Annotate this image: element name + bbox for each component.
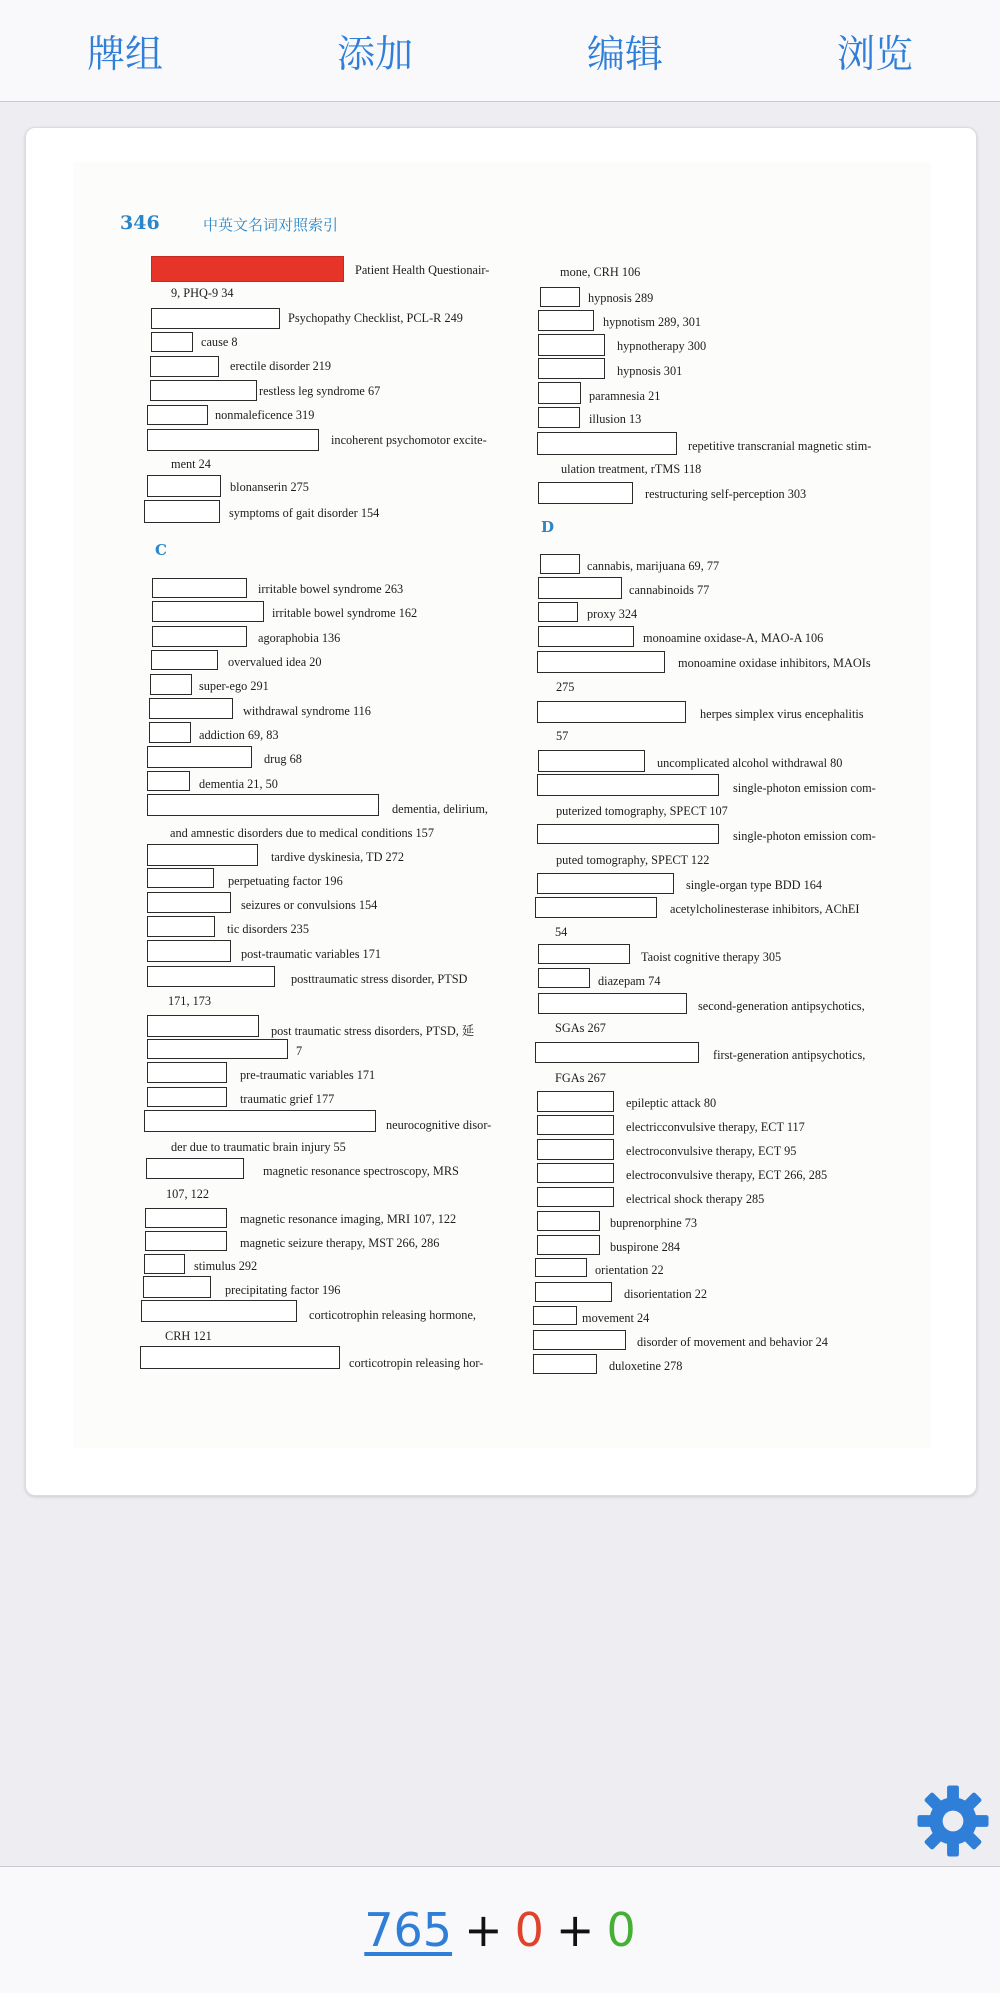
- occlusion-box[interactable]: [538, 944, 630, 964]
- occlusion-box[interactable]: [147, 475, 221, 497]
- index-entry: single-organ type BDD 164: [686, 878, 823, 892]
- index-entry: magnetic resonance imaging, MRI 107, 122: [240, 1212, 457, 1226]
- index-entry: erectile disorder 219: [230, 359, 332, 373]
- index-entry: electrical shock therapy 285: [626, 1192, 765, 1206]
- index-entry: acetylcholinesterase inhibitors, AChEI: [670, 902, 860, 916]
- tab-edit[interactable]: 编辑: [586, 32, 663, 76]
- occlusion-box[interactable]: [147, 794, 379, 816]
- index-entry: Patient Health Questionair-: [355, 263, 490, 277]
- index-entry: stimulus 292: [194, 1259, 258, 1273]
- index-entry: tic disorders 235: [227, 922, 309, 936]
- index-entry: Taoist cognitive therapy 305: [641, 950, 782, 964]
- index-entry: 7: [296, 1044, 303, 1058]
- occlusion-box[interactable]: [535, 1282, 612, 1302]
- index-entry: magnetic seizure therapy, MST 266, 286: [240, 1236, 440, 1250]
- index-entry: neurocognitive disor-: [386, 1118, 492, 1132]
- top-tab-bar: [0, 0, 1000, 102]
- index-entry: buprenorphine 73: [610, 1216, 698, 1230]
- index-entry: magnetic resonance spectroscopy, MRS: [263, 1164, 459, 1178]
- learning-count: 0: [514, 1903, 544, 1957]
- occlusion-box[interactable]: [535, 1042, 699, 1063]
- index-entry: disorder of movement and behavior 24: [637, 1335, 828, 1349]
- index-entry: diazepam 74: [598, 974, 661, 988]
- index-entry: monoamine oxidase inhibitors, MAOIs: [678, 656, 871, 670]
- index-entry: incoherent psychomotor excite-: [331, 433, 487, 447]
- index-entry: second-generation antipsychotics,: [698, 999, 865, 1013]
- index-entry: posttraumatic stress disorder, PTSD: [291, 972, 468, 986]
- index-entry: hypnosis 301: [617, 364, 683, 378]
- occlusion-box[interactable]: [538, 358, 605, 379]
- index-entry: precipitating factor 196: [225, 1283, 341, 1297]
- index-entry: electroconvulsive therapy, ECT 266, 285: [626, 1168, 828, 1182]
- occlusion-box[interactable]: [147, 429, 319, 451]
- occlusion-box[interactable]: [150, 380, 257, 401]
- occlusion-box[interactable]: [533, 1330, 626, 1350]
- occlusion-box[interactable]: [538, 968, 590, 988]
- index-entry: 57: [556, 729, 569, 743]
- index-entry: dementia, delirium,: [392, 802, 488, 816]
- occlusion-box[interactable]: [151, 650, 218, 670]
- tab-browse[interactable]: 浏览: [836, 32, 913, 76]
- occlusion-box[interactable]: [535, 897, 657, 918]
- occlusion-box[interactable]: [147, 868, 214, 888]
- index-entry: monoamine oxidase-A, MAO-A 106: [643, 631, 824, 645]
- index-entry: tardive dyskinesia, TD 272: [271, 850, 404, 864]
- occlusion-box[interactable]: [152, 601, 264, 622]
- occlusion-box[interactable]: [140, 1346, 340, 1369]
- occlusion-box[interactable]: [537, 1139, 614, 1160]
- index-entry: 107, 122: [166, 1187, 210, 1201]
- occlusion-box[interactable]: [147, 1062, 227, 1083]
- occlusion-box[interactable]: [540, 554, 580, 574]
- index-entry: hypnotherapy 300: [617, 339, 707, 353]
- page-number: 346: [120, 212, 160, 234]
- index-entry: CRH 121: [165, 1329, 212, 1343]
- index-entry: 54: [555, 925, 568, 939]
- index-entry: movement 24: [582, 1311, 650, 1325]
- occlusion-box[interactable]: [537, 873, 674, 894]
- index-entry: pre-traumatic variables 171: [240, 1068, 376, 1082]
- occlusion-box[interactable]: [540, 287, 580, 307]
- index-entry: overvalued idea 20: [228, 655, 322, 669]
- index-entry: single-photon emission com-: [733, 781, 876, 795]
- index-entry: ulation treatment, rTMS 118: [561, 462, 702, 476]
- index-entry: cannabinoids 77: [629, 583, 710, 597]
- occlusion-box[interactable]: [151, 332, 193, 352]
- index-entry: cause 8: [201, 335, 238, 349]
- occlusion-box[interactable]: [537, 432, 677, 455]
- occlusion-box[interactable]: [537, 774, 719, 796]
- index-entry: der due to traumatic brain injury 55: [171, 1140, 346, 1154]
- occlusion-box[interactable]: [538, 482, 633, 504]
- index-entry: proxy 324: [587, 607, 638, 621]
- occlusion-box[interactable]: [146, 1158, 244, 1179]
- index-entry: uncomplicated alcohol withdrawal 80: [657, 756, 843, 770]
- index-entry: disorientation 22: [624, 1287, 707, 1301]
- occlusion-box[interactable]: [141, 1300, 297, 1322]
- occlusion-box[interactable]: [147, 746, 252, 768]
- index-entry: nonmaleficence 319: [215, 408, 315, 422]
- occlusion-box[interactable]: [537, 824, 719, 844]
- occlusion-box[interactable]: [533, 1306, 577, 1325]
- occlusion-box[interactable]: [537, 701, 686, 723]
- occlusion-box[interactable]: [538, 310, 594, 331]
- section-letter-d: D: [541, 518, 555, 536]
- index-entry: restless leg syndrome 67: [259, 384, 381, 398]
- index-entry: withdrawal syndrome 116: [243, 704, 371, 718]
- occlusion-box[interactable]: [147, 892, 231, 913]
- occlusion-box[interactable]: [150, 674, 192, 695]
- index-entry: symptoms of gait disorder 154: [229, 506, 380, 520]
- index-entry: restructuring self-perception 303: [645, 487, 807, 501]
- index-entry: irritable bowel syndrome 162: [272, 606, 418, 620]
- index-entry: agoraphobia 136: [258, 631, 341, 645]
- index-entry: Psychopathy Checklist, PCL-R 249: [288, 311, 463, 325]
- occlusion-box[interactable]: [144, 1254, 185, 1274]
- index-entry: orientation 22: [595, 1263, 664, 1277]
- occlusion-box[interactable]: [147, 405, 208, 425]
- index-entry: buspirone 284: [610, 1240, 681, 1254]
- index-entry: FGAs 267: [555, 1071, 606, 1085]
- review-count: 0: [606, 1903, 636, 1957]
- gear-icon[interactable]: [916, 1784, 990, 1858]
- occlusion-box[interactable]: [538, 750, 645, 772]
- tab-add[interactable]: 添加: [336, 32, 413, 76]
- index-entry: corticotropin releasing hor-: [349, 1356, 484, 1370]
- occlusion-box[interactable]: [538, 577, 622, 599]
- occlusion-box[interactable]: [537, 651, 665, 673]
- index-entry: and amnestic disorders due to medical conditions 157: [170, 826, 434, 840]
- occlusion-box[interactable]: [537, 1091, 614, 1112]
- index-entry: electroconvulsive therapy, ECT 95: [626, 1144, 797, 1158]
- section-letter-c: C: [155, 541, 167, 559]
- occlusion-box[interactable]: [144, 1110, 376, 1132]
- index-entry: mone, CRH 106: [560, 265, 641, 279]
- occlusion-box[interactable]: [538, 334, 605, 356]
- occlusion-box[interactable]: [147, 1039, 288, 1059]
- index-entry: post-traumatic variables 171: [241, 947, 382, 961]
- occlusion-box[interactable]: [537, 1187, 614, 1207]
- index-entry: epileptic attack 80: [626, 1096, 717, 1110]
- occlusion-box[interactable]: [538, 626, 634, 647]
- index-entry: perpetuating factor 196: [228, 874, 343, 888]
- occlusion-box[interactable]: [147, 1015, 259, 1037]
- occlusion-box[interactable]: [152, 578, 247, 598]
- index-entry: puted tomography, SPECT 122: [556, 853, 710, 867]
- occlusion-box[interactable]: [535, 1258, 587, 1277]
- occlusion-box[interactable]: [150, 356, 219, 377]
- occlusion-box[interactable]: [538, 407, 580, 428]
- occlusion-box[interactable]: [145, 1231, 227, 1251]
- plus-sign: +: [464, 1903, 503, 1957]
- occlusion-box[interactable]: [143, 1276, 211, 1298]
- index-entry: addiction 69, 83: [199, 728, 279, 742]
- index-entry: electricconvulsive therapy, ECT 117: [626, 1120, 805, 1134]
- occlusion-box[interactable]: [144, 500, 220, 523]
- occlusion-box[interactable]: [147, 916, 215, 937]
- index-entry: 171, 173: [168, 994, 212, 1008]
- occlusion-box-active[interactable]: [151, 256, 344, 282]
- occlusion-box[interactable]: [149, 698, 233, 719]
- occlusion-box[interactable]: [538, 993, 687, 1014]
- occlusion-box[interactable]: [149, 722, 191, 743]
- index-entry: dementia 21, 50: [199, 777, 278, 791]
- index-entry: corticotrophin releasing hormone,: [309, 1308, 476, 1322]
- occlusion-box[interactable]: [538, 382, 581, 404]
- occlusion-box[interactable]: [147, 1087, 227, 1107]
- index-entry: drug 68: [264, 752, 302, 766]
- index-entry: herpes simplex virus encephalitis: [700, 707, 864, 721]
- index-entry: illusion 13: [589, 412, 642, 426]
- occlusion-box[interactable]: [533, 1354, 597, 1374]
- index-entry: hypnotism 289, 301: [603, 315, 702, 329]
- occlusion-box[interactable]: [151, 308, 280, 329]
- index-entry: SGAs 267: [555, 1021, 606, 1035]
- index-entry: duloxetine 278: [609, 1359, 683, 1373]
- index-entry: 9, PHQ-9 34: [171, 286, 234, 300]
- plus-sign: +: [555, 1903, 595, 1957]
- occlusion-box[interactable]: [538, 602, 578, 622]
- index-entry: hypnosis 289: [588, 291, 654, 305]
- index-entry: 275: [556, 680, 575, 694]
- index-entry: super-ego 291: [199, 679, 269, 693]
- new-count[interactable]: 765: [364, 1903, 453, 1957]
- index-entry: seizures or convulsions 154: [241, 898, 378, 912]
- occlusion-box[interactable]: [152, 626, 247, 647]
- index-entry: single-photon emission com-: [733, 829, 876, 843]
- occlusion-box[interactable]: [145, 1208, 227, 1228]
- study-counts-bar: [0, 1866, 1000, 1993]
- index-entry: irritable bowel syndrome 263: [258, 582, 404, 596]
- index-entry: blonanserin 275: [230, 480, 309, 494]
- index-entry: first-generation antipsychotics,: [713, 1048, 866, 1062]
- occlusion-box[interactable]: [147, 771, 190, 791]
- occlusion-box[interactable]: [147, 940, 231, 962]
- page-header: 中英文名词对照索引: [203, 216, 339, 234]
- index-entry: paramnesia 21: [589, 389, 661, 403]
- occlusion-box[interactable]: [147, 966, 275, 987]
- tab-decks[interactable]: 牌组: [86, 32, 163, 76]
- occlusion-box[interactable]: [537, 1235, 600, 1255]
- index-entry: traumatic grief 177: [240, 1092, 335, 1106]
- index-entry: post traumatic stress disorders, PTSD, 延: [271, 1024, 475, 1038]
- occlusion-box[interactable]: [537, 1163, 614, 1183]
- index-entry: cannabis, marijuana 69, 77: [587, 559, 720, 573]
- occlusion-box[interactable]: [537, 1211, 600, 1231]
- index-entry: ment 24: [171, 457, 211, 471]
- index-entry: repetitive transcranial magnetic stim-: [688, 439, 872, 453]
- index-entry: puterized tomography, SPECT 107: [556, 804, 728, 818]
- occlusion-box[interactable]: [537, 1115, 614, 1135]
- occlusion-box[interactable]: [147, 844, 258, 866]
